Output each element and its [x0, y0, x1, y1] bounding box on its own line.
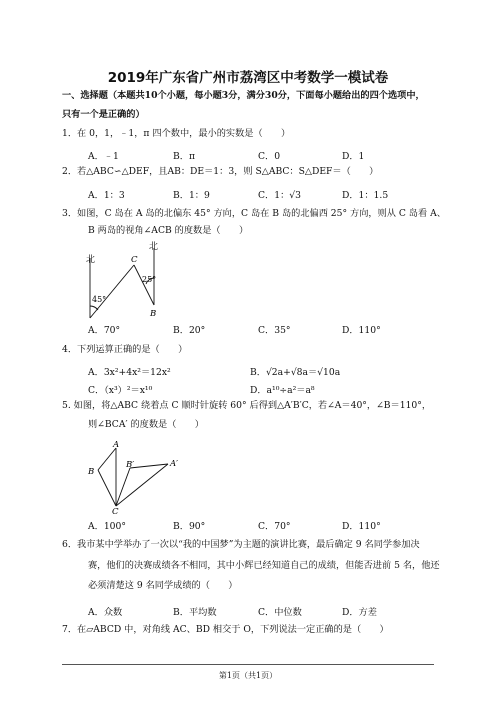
q1-option-b[interactable]: B．π — [173, 151, 195, 162]
q5-option-d[interactable]: D．110° — [342, 521, 381, 532]
q5-option-b[interactable]: B．90° — [173, 521, 206, 532]
label-c: C — [112, 507, 119, 514]
q1-option-c[interactable]: C．0 — [258, 151, 281, 162]
question-3-stem-cont: B 两岛的视角∠ACB 的度数是（ ） — [88, 225, 249, 236]
q5-option-a[interactable]: A．100° — [88, 521, 126, 532]
angle-45: 45° — [92, 295, 107, 304]
q3-option-b[interactable]: B．20° — [173, 325, 206, 336]
page-footer — [0, 670, 496, 681]
q4-option-d[interactable]: D．a¹⁰÷a²＝a⁸ — [250, 385, 315, 396]
section-heading-line1: 一、选择题（本题共10个小题，每小题3分，满分30分，下面每小题给出的四个选项中， — [62, 90, 425, 101]
question-6-stem: 6．我市某中学举办了一次以“我的中国梦”为主题的演讲比赛，最后确定 9 名同学参加决 — [62, 539, 420, 550]
q6-option-a[interactable]: A．众数 — [88, 607, 123, 618]
q3-option-d[interactable]: D．110° — [342, 325, 381, 336]
question-5-stem-cont: 则∠BCA′ 的度数是（ ） — [88, 419, 204, 430]
q1-option-a[interactable]: A．﹣1 — [88, 151, 119, 162]
question-5-stem: 5. 如图，将△ABC 绕着点 C 顺时针旋转 60° 后得到△A′B′C，若∠A＝40°，∠B＝110°， — [62, 400, 432, 411]
label-b: B — [150, 309, 157, 319]
q4-option-c[interactable]: C．（x³）²＝x¹⁰ — [88, 385, 153, 396]
north-label-b: 北 — [149, 242, 159, 252]
q4-option-a[interactable]: A．3x²+4x²＝12x² — [88, 367, 171, 378]
question-6-stem-cont: 赛，他们的决赛成绩各不相同，其中小辉已经知道自己的成绩，但能否进前 5 名，他还 — [88, 560, 440, 571]
question-7-stem: 7．在▱ABCD 中，对角线 AC、BD 相交于 O，下列说法一定正确的是（ ） — [62, 624, 389, 635]
q6-option-c[interactable]: C．中位数 — [258, 607, 302, 618]
question-3-stem: 3．如图，C 岛在 A 岛的北偏东 45° 方向，C 岛在 B 岛的北偏西 25° 方向，则从 C 岛看 A、 — [62, 208, 446, 219]
page-number: 第1页（共1页） — [218, 671, 278, 680]
question-3-figure — [84, 240, 174, 320]
label-a: A — [113, 440, 120, 450]
q3-option-c[interactable]: C．35° — [258, 325, 291, 336]
question-2-stem: 2．若△ABC∽△DEF，且AB：DE＝1：3，则 S△ABC：S△DEF＝（ ） — [62, 166, 379, 177]
question-4-stem: 4．下列运算正确的是（ ） — [62, 344, 188, 355]
q4-option-b[interactable]: B．√2a+√8a＝√10a — [250, 367, 341, 378]
north-label-a: 北 — [86, 255, 96, 265]
q2-option-d[interactable]: D．1：1.5 — [342, 190, 389, 201]
q6-option-d[interactable]: D．方差 — [342, 607, 377, 618]
q2-option-a[interactable]: A．1：3 — [88, 190, 125, 201]
q2-option-b[interactable]: B．1：9 — [173, 190, 210, 201]
label-b: B — [88, 467, 95, 477]
question-5-figure — [82, 438, 192, 514]
label-b-prime: B′ — [126, 460, 135, 470]
q1-option-d[interactable]: D．1 — [342, 151, 365, 162]
label-c: C — [131, 255, 138, 265]
page-title: 2019年广东省广州市荔湾区中考数学一模试卷 — [107, 70, 389, 86]
angle-25: 25° — [142, 275, 157, 284]
q6-option-b[interactable]: B．平均数 — [173, 607, 217, 618]
footer-divider — [62, 664, 434, 665]
question-6-stem-cont2: 必须清楚这 9 名同学成绩的（ ） — [88, 580, 238, 591]
label-a-prime: A′ — [170, 459, 179, 469]
q2-option-c[interactable]: C．1：√3 — [258, 190, 301, 201]
q3-option-a[interactable]: A．70° — [88, 325, 121, 336]
section-heading-line2: 只有一个是正确的） — [62, 109, 145, 120]
q5-option-c[interactable]: C．70° — [258, 521, 291, 532]
question-1-stem: 1．在 0，1，﹣1，π 四个数中，最小的实数是（ ） — [62, 128, 291, 139]
